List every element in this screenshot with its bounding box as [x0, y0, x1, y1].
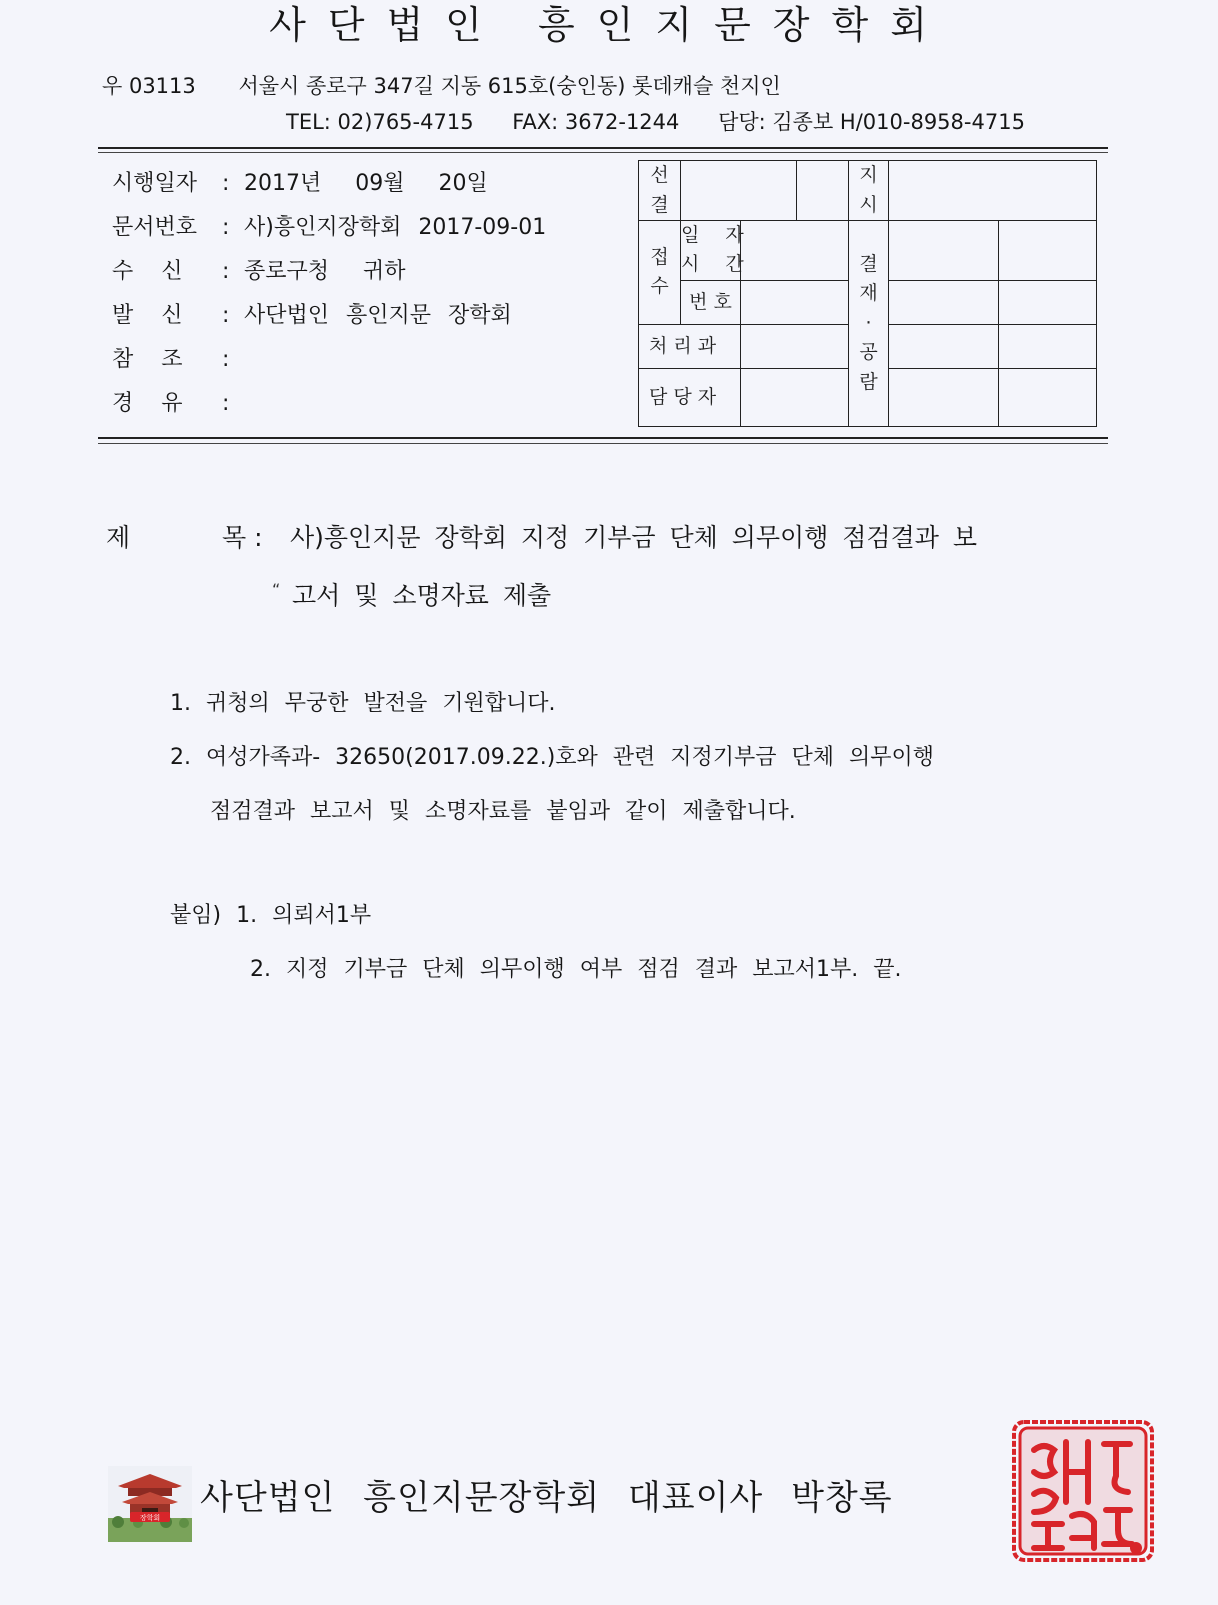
postal-code: 우 03113 — [102, 74, 196, 98]
time-label-cell: 시 간 — [681, 253, 754, 276]
blank-cell — [999, 368, 1097, 426]
header-rule-thin — [98, 152, 1108, 153]
jeopsu-char: 수 — [650, 275, 669, 298]
jisi-char: 시 — [859, 193, 878, 216]
contact-person: 담당: 김종보 H/010-8958-4715 — [718, 110, 1025, 134]
meta-rule-thick — [98, 437, 1108, 439]
damdangja-cell — [639, 368, 741, 426]
gyeoljae-char: 결 — [859, 252, 878, 275]
meta-rule-thin — [98, 443, 1108, 444]
attachment-2: 2. 지정 기부금 단체 의무이행 여부 점검 결과 보고서1부. 끝. — [250, 957, 902, 982]
docno-value: 사)흥인지장학회 2017-09-01 — [244, 215, 547, 240]
meta-sender — [112, 298, 512, 329]
meta-via — [112, 386, 244, 417]
blank-cell — [889, 221, 999, 281]
gyeoljae-char: 재 — [859, 282, 878, 305]
blank-cell — [797, 161, 849, 221]
seongyeol-char: 결 — [650, 193, 669, 216]
organization-logo — [108, 1466, 192, 1542]
colon: : — [222, 347, 230, 372]
colon: : — [222, 391, 230, 416]
official-seal — [1012, 1420, 1154, 1562]
telephone: TEL: 02)765-4715 — [286, 110, 474, 134]
recipient-label: 수 신 — [112, 259, 183, 284]
address-line — [102, 70, 781, 100]
date-label: 시행일자 — [112, 171, 198, 196]
representative-signature-line: 사단법인 흥인지문장학회 대표이사 박창록 — [200, 1478, 893, 1518]
blank-cell — [999, 280, 1097, 324]
svg-text:장학회: 장학회 — [139, 1514, 161, 1522]
fax: FAX: 3672-1244 — [512, 110, 680, 134]
blank-cell — [741, 221, 849, 281]
docno-label: 문서번호 — [112, 215, 198, 240]
sender-label: 발 신 — [112, 303, 183, 328]
processing-dept-label: 처 리 과 — [649, 334, 717, 357]
attachment-1: 붙임) 1. 의뢰서1부 — [170, 903, 372, 928]
quote-mark: “ — [272, 580, 281, 599]
jisi-cell — [849, 161, 889, 221]
meta-recipient — [112, 254, 406, 285]
jisi-char: 지 — [859, 164, 878, 187]
subject-line-2: 고서 및 소명자료 제출 — [292, 581, 552, 610]
via-label: 경 유 — [112, 391, 183, 416]
colon: : — [222, 171, 230, 196]
subject-line-1: 사)흥인지문 장학회 지정 기부금 단체 의무이행 점검결과 보 — [290, 523, 977, 552]
subject-label-second: 목 : — [222, 523, 263, 552]
blank-cell — [681, 161, 797, 221]
gyeoljae-char: · — [865, 311, 872, 334]
meta-date — [112, 166, 488, 197]
colon: : — [222, 303, 230, 328]
cheorigwa-cell — [639, 324, 741, 368]
address: 서울시 종로구 347길 지동 615호(숭인동) 롯데캐슬 천지인 — [238, 74, 781, 98]
gyeoljae-char: 람 — [859, 370, 878, 393]
jeopsu-cell — [639, 221, 681, 325]
blank-cell — [999, 221, 1097, 281]
body-item-2-line-2: 점검결과 보고서 및 소명자료를 붙임과 같이 제출합니다. — [210, 799, 796, 824]
meta-docno — [112, 210, 546, 241]
colon: : — [222, 215, 230, 240]
blank-cell — [999, 324, 1097, 368]
date-value: 2017년 09월 20일 — [244, 171, 488, 196]
meta-reference — [112, 342, 244, 373]
blank-cell — [741, 280, 849, 324]
body-item-2-line-1: 2. 여성가족과- 32650(2017.09.22.)호와 관련 지정기부금 단체 의무이행 — [170, 745, 935, 770]
number-label: 번 호 — [689, 290, 732, 313]
blank-cell — [889, 324, 999, 368]
reference-label: 참 조 — [112, 347, 183, 372]
jeopsu-char: 접 — [650, 246, 669, 268]
subject-label-first: 제 — [106, 523, 131, 552]
blank-cell — [889, 280, 999, 324]
gyeoljae-char: 공 — [859, 341, 878, 364]
body-item-1: 1. 귀청의 무궁한 발전을 기원합니다. — [170, 691, 556, 716]
sender-value: 사단법인 흥인지문 장학회 — [244, 303, 512, 328]
organization-title: 사단법인 흥인지문장학회 — [269, 3, 949, 47]
date-time-cell — [681, 221, 754, 281]
person-in-charge-label: 담 당 자 — [649, 385, 717, 408]
blank-cell — [889, 161, 1097, 221]
date-label-cell: 일 자 — [681, 224, 754, 246]
blank-cell — [741, 368, 849, 426]
number-cell — [681, 280, 741, 324]
colon: : — [222, 259, 230, 284]
seongyeol-char: 선 — [650, 164, 669, 187]
header-rule-thick — [98, 147, 1108, 149]
blank-cell — [741, 324, 849, 368]
blank-cell — [889, 368, 999, 426]
seongyeol-cell — [639, 161, 681, 221]
recipient-value: 종로구청 귀하 — [244, 259, 406, 284]
gyeoljae-cell — [849, 221, 889, 427]
contact-line — [286, 106, 1057, 136]
approval-table — [638, 160, 1096, 426]
